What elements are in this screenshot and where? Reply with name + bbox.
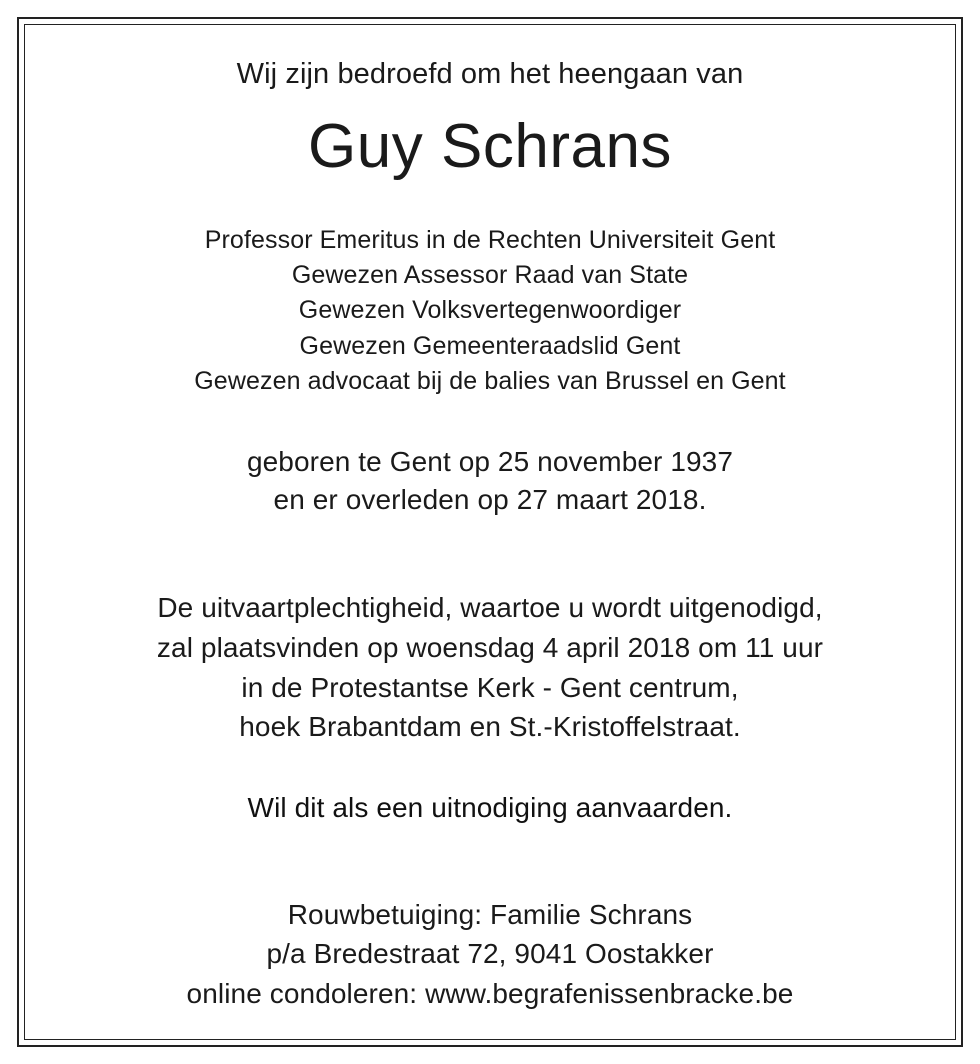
invitation-text: Wil dit als een uitnodiging aanvaarden.	[247, 792, 733, 823]
title-line: Professor Emeritus in de Rechten Universiteit Gent	[204, 226, 776, 254]
condolence-address: p/a Bredestraat 72, 9041 Oostakker	[266, 938, 714, 969]
title-line: Gewezen advocaat bij de balies van Brussel en Gent	[194, 367, 786, 395]
condolence-contact: Rouwbetuiging: Familie Schrans	[287, 899, 693, 930]
online-condolence-url: online condoleren: www.begrafenissenbracke.be	[186, 978, 794, 1009]
title-line: Gewezen Assessor Raad van State	[291, 261, 689, 289]
title-line: Gewezen Volksvertegenwoordiger	[298, 296, 682, 324]
funeral-line: in de Protestantse Kerk - Gent centrum,	[241, 672, 739, 703]
deceased-name: Guy Schrans	[308, 112, 672, 181]
funeral-line: De uitvaartplechtigheid, waartoe u wordt uitgenodigd,	[157, 592, 823, 623]
title-line: Gewezen Gemeenteraadslid Gent	[299, 332, 681, 360]
death-line: en er overleden op 27 maart 2018.	[273, 484, 707, 515]
intro-text: Wij zijn bedroefd om het heengaan van	[236, 58, 744, 90]
funeral-line: hoek Brabantdam en St.-Kristoffelstraat.	[239, 711, 741, 742]
funeral-line: zal plaatsvinden op woensdag 4 april 2018 om 11 uur	[156, 632, 824, 663]
birth-line: geboren te Gent op 25 november 1937	[246, 446, 734, 477]
